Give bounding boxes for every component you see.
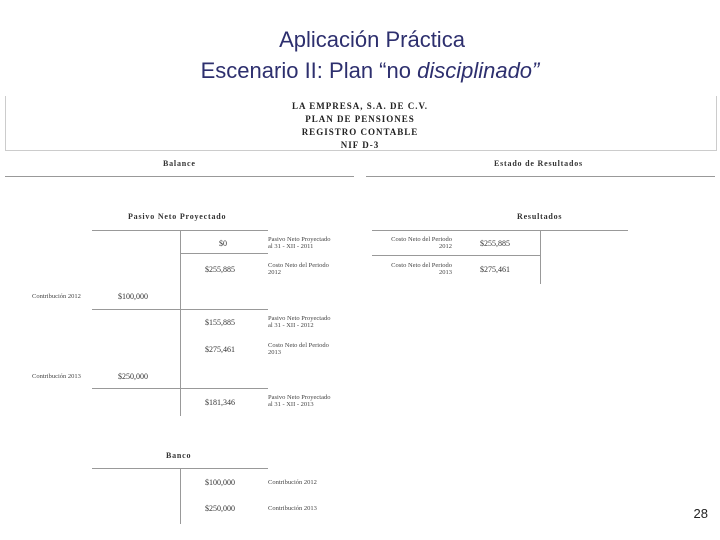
resultados-label: Costo Neto del Periodo 2012 [391, 236, 452, 250]
pasivo-credit-label: Pasivo Neto Proyectado al 31 - XII - 2011 [268, 236, 331, 250]
pasivo-credit-label: Costo Neto del Periodo 2012 [268, 262, 329, 276]
pasivo-credit-amount: $155,885 [205, 318, 235, 327]
slide-title: Aplicación Práctica [279, 27, 465, 52]
pasivo-debit-amount: $100,000 [118, 292, 148, 301]
register-title: REGISTRO CONTABLE [301, 127, 419, 137]
company-name: LA EMPRESA, S.A. DE C.V. [291, 101, 429, 111]
estado-rule [366, 176, 715, 177]
resultados-subrule [372, 255, 540, 256]
pasivo-balance-rule [92, 388, 268, 389]
page-number: 28 [693, 506, 708, 521]
slide-subtitle [10, 57, 720, 85]
pasivo-credit-amount: $275,461 [205, 345, 235, 354]
pasivo-credit-label: Costo Neto del Periodo 2013 [268, 342, 329, 356]
pasivo-debit-label: Contribución 2012 [32, 293, 81, 300]
estado-heading: Estado de Resultados [494, 159, 583, 168]
banco-amount: $250,000 [205, 504, 235, 513]
subtitle-italic: disciplinado” [417, 58, 540, 83]
pasivo-debit-label: Contribución 2013 [32, 373, 81, 380]
pasivo-heading: Pasivo Neto Proyectado [128, 212, 227, 221]
resultados-amount: $275,461 [480, 265, 510, 274]
pasivo-credit-amount: $181,346 [205, 398, 235, 407]
resultados-top-rule [372, 230, 628, 231]
pasivo-credit-label: Pasivo Neto Proyectado al 31 - XII - 2012 [268, 315, 331, 329]
pasivo-balance-rule [92, 309, 268, 310]
resultados-amount: $255,885 [480, 239, 510, 248]
banco-label: Contribución 2012 [268, 479, 317, 486]
resultados-label: Costo Neto del Periodo 2013 [391, 262, 452, 276]
plan-name: PLAN DE PENSIONES [305, 114, 415, 124]
pasivo-credit-amount: $0 [219, 239, 227, 248]
banco-heading: Banco [166, 451, 192, 460]
subtitle-prefix: Escenario II: Plan “no [200, 58, 418, 83]
pasivo-credit-label: Pasivo Neto Proyectado al 31 - XII - 2013 [268, 394, 331, 408]
pasivo-debit-amount: $250,000 [118, 372, 148, 381]
resultados-heading: Resultados [517, 212, 563, 221]
pasivo-subrule [180, 253, 268, 254]
banco-divider [180, 468, 181, 524]
balance-rule [5, 176, 354, 177]
pasivo-credit-amount: $255,885 [205, 265, 235, 274]
resultados-divider [540, 230, 541, 284]
balance-heading: Balance [163, 159, 196, 168]
nif-label: NIF D-3 [340, 140, 380, 150]
banco-amount: $100,000 [205, 478, 235, 487]
banco-label: Contribución 2013 [268, 505, 317, 512]
